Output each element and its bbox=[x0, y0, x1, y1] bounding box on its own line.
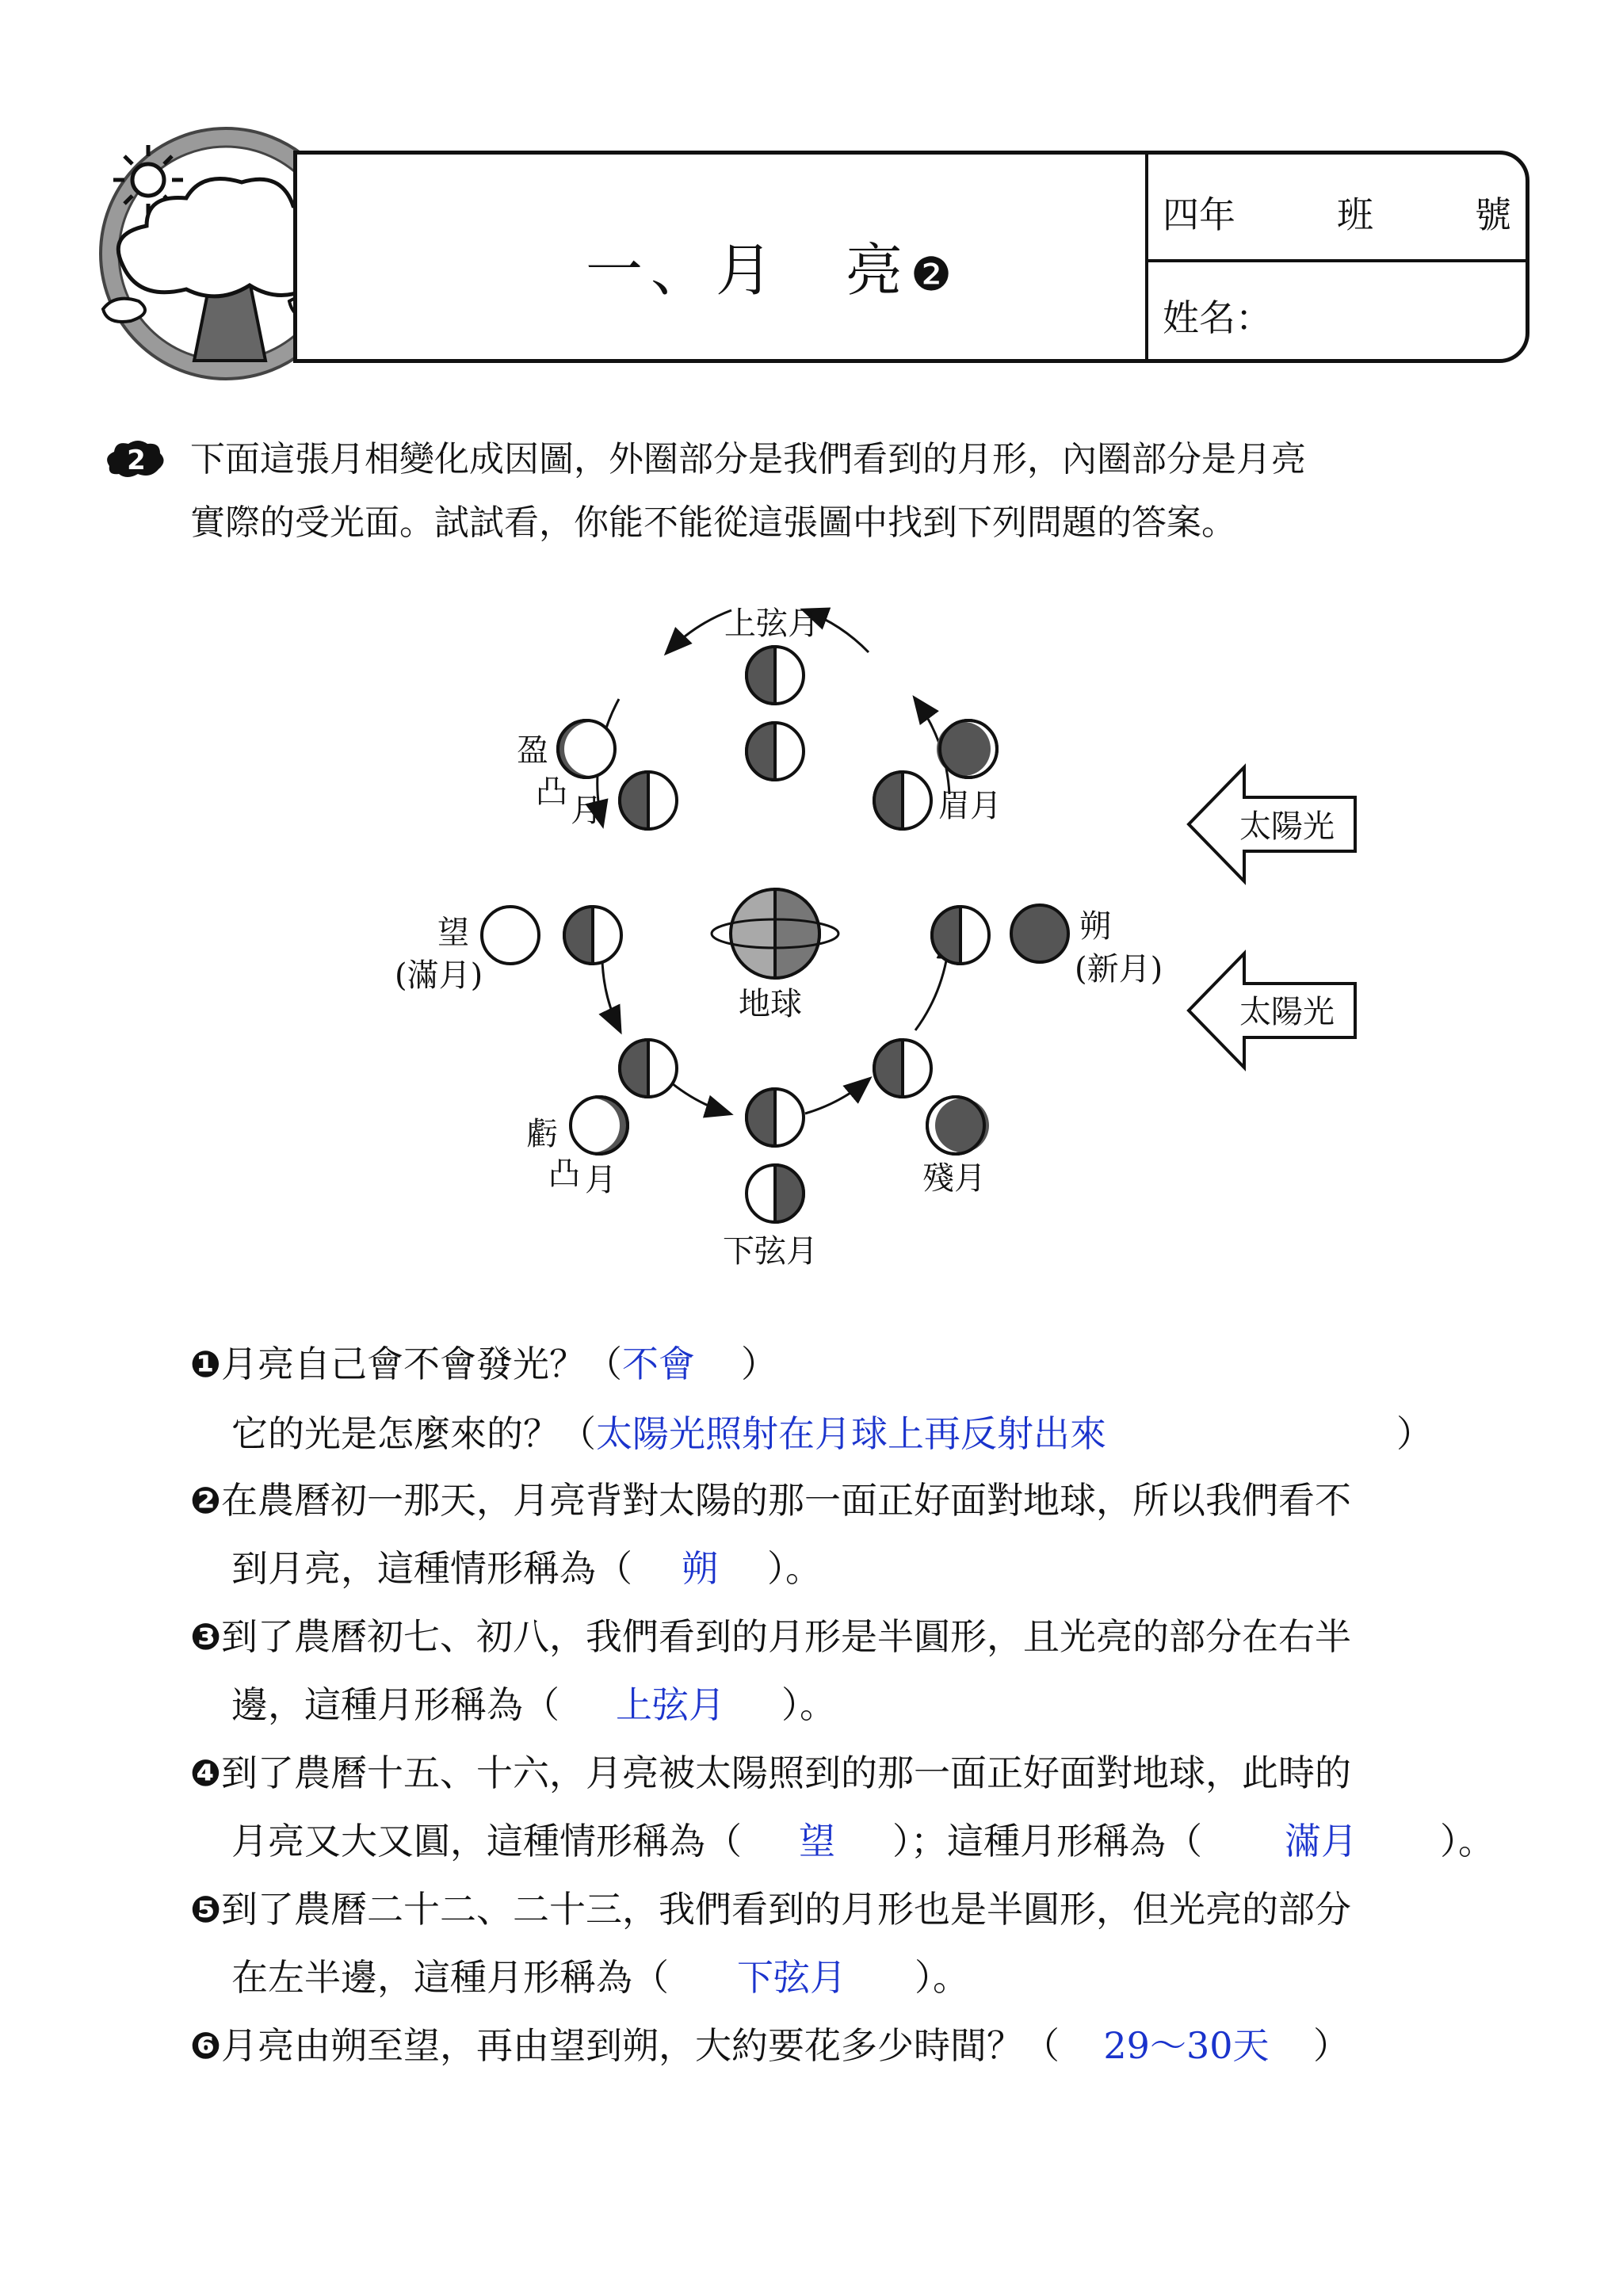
question-6: ❻月亮由朔至望，再由望到朔，大約要花多少時間？（ 29～30天 ） bbox=[190, 2017, 1350, 2069]
label-waxing-crescent: 眉月 bbox=[938, 788, 1002, 824]
label-waning-gibbous: 虧 bbox=[526, 1116, 558, 1152]
full-moon bbox=[482, 907, 539, 964]
question-4-line2: 月亮又大又圓，這種情形稱為（ 望 ）；這種月形稱為（ 滿月 ）。 bbox=[231, 1813, 1495, 1865]
name-label: 姓名： bbox=[1163, 296, 1272, 339]
label-first-quarter: 上弦月 bbox=[724, 606, 819, 642]
question-5-line2: 在左半邊，這種月形稱為（ 下弦月 ）。 bbox=[231, 1949, 969, 2001]
inner-moon bbox=[747, 723, 804, 780]
waning-gibbous-moon bbox=[566, 1097, 628, 1154]
first-quarter-moon bbox=[747, 647, 804, 704]
number-label: 號 bbox=[1475, 193, 1511, 236]
answer-text: 太陽光照射在月球上再反射出來 bbox=[596, 1412, 1106, 1455]
page-title: 一、月 亮❷ bbox=[585, 237, 960, 304]
waxing-crescent-moon bbox=[937, 720, 997, 777]
svg-text:2: 2 bbox=[127, 445, 146, 476]
class-label: 班 bbox=[1337, 193, 1373, 236]
label-waning-gibbous: 月 bbox=[585, 1162, 617, 1198]
question-5: ❺到了農曆二十二、二十三，我們看到的月形也是半圓形，但光亮的部分 bbox=[190, 1888, 1351, 1931]
answer-text: 不會 bbox=[621, 1343, 695, 1385]
label-new-moon: (新月) bbox=[1075, 951, 1163, 988]
question-2: ❷在農曆初一那天，月亮背對太陽的那一面正好面對地球，所以我們看不 bbox=[190, 1479, 1351, 1522]
inner-moon bbox=[620, 772, 677, 829]
label-waxing-gibbous: 月 bbox=[571, 793, 602, 829]
question-1b: 它的光是怎麼來的？（太陽光照射在月球上再反射出來 ） bbox=[231, 1405, 1433, 1457]
label-waxing-gibbous: 盈 bbox=[517, 732, 548, 769]
answer-text: 下弦月 bbox=[737, 1956, 846, 1999]
answer-text: 上弦月 bbox=[616, 1683, 725, 1726]
label-waning-gibbous: 凸 bbox=[548, 1156, 580, 1192]
new-moon bbox=[1011, 905, 1068, 962]
label-waning-crescent: 殘月 bbox=[922, 1160, 986, 1197]
label-last-quarter: 下弦月 bbox=[723, 1233, 818, 1270]
inner-moon bbox=[874, 772, 931, 829]
label-waxing-gibbous: 凸 bbox=[536, 774, 567, 810]
grade-label: 四年 bbox=[1163, 193, 1235, 236]
last-quarter-moon bbox=[747, 1165, 804, 1222]
inner-moon bbox=[564, 907, 621, 964]
inner-moon bbox=[620, 1040, 677, 1097]
label-sunlight: 太陽光 bbox=[1239, 808, 1335, 845]
title-number-badge: ❷ bbox=[911, 247, 960, 301]
intro-line: 下面這張月相變化成因圖，外圈部分是我們看到的月形，內圈部分是月亮 bbox=[190, 439, 1306, 479]
label-sunlight: 太陽光 bbox=[1239, 994, 1335, 1030]
waning-crescent-moon bbox=[927, 1097, 989, 1154]
question-2-line2: 到月亮，這種情形稱為（ 朔 ）。 bbox=[231, 1540, 822, 1592]
label-earth: 地球 bbox=[739, 986, 802, 1022]
answer-text: 29～30天 bbox=[1103, 2024, 1270, 2067]
answer-text: 滿月 bbox=[1285, 1820, 1358, 1862]
waxing-gibbous-moon bbox=[558, 720, 618, 777]
label-full-moon: 望 bbox=[437, 915, 469, 951]
question-1: ❶月亮自己會不會發光？（不會 ） bbox=[190, 1335, 777, 1388]
question-4: ❹到了農曆十五、十六，月亮被太陽照到的那一面正好面對地球，此時的 bbox=[190, 1752, 1351, 1794]
answer-text: 朔 bbox=[682, 1547, 718, 1590]
label-new-moon: 朔 bbox=[1079, 908, 1111, 945]
label-full-moon: (滿月) bbox=[395, 957, 483, 994]
inner-moon bbox=[932, 907, 989, 964]
answer-text: 望 bbox=[799, 1820, 835, 1862]
question-3: ❸到了農曆初七、初八，我們看到的月形是半圓形，且光亮的部分在右半 bbox=[190, 1615, 1351, 1658]
earth-icon bbox=[712, 889, 838, 978]
inner-moon bbox=[747, 1089, 804, 1146]
inner-moon bbox=[874, 1040, 931, 1097]
question-3-line2: 邊，這種月形稱為（ 上弦月 ）。 bbox=[231, 1676, 836, 1729]
intro-line: 實際的受光面。試試看，你能不能從這張圖中找到下列問題的答案。 bbox=[190, 502, 1236, 543]
